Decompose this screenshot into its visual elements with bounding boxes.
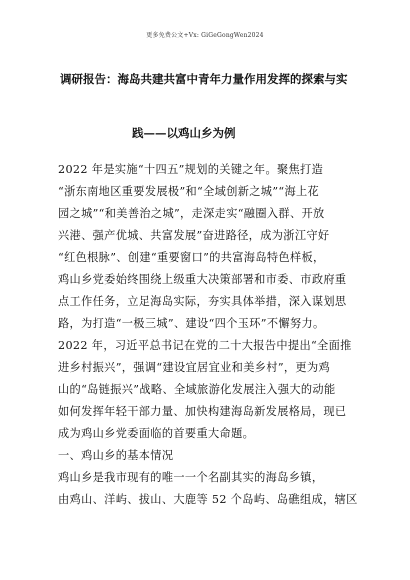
paragraph-line: “红色根脉”、创建“重要窗口”的共富海岛特色样板， [58, 251, 325, 264]
paragraph-line: 园之城”“和美善治之城”，走深走实“融圈入群、开放 [58, 207, 325, 220]
paragraph-line: 2022 年，习近平总书记在党的二十大报告中提出“全面推 [58, 339, 352, 352]
section-heading: 一、鸡山乡的基本情况 [58, 449, 174, 462]
paragraph-line: 2022 年是实施“十四五”规划的关键之年。聚焦打造 [58, 163, 324, 176]
paragraph-line: 兴港、强产优城、共富发展”奋进路径，成为浙江守好 [58, 229, 330, 242]
paragraph-line: 点工作任务，立足海岛实际，夯实具体举措，深入谋划思 [58, 295, 347, 308]
document-title-line-1: 调研报告：海岛共建共富中青年力量作用发挥的探索与实 [60, 72, 348, 86]
paragraph-line: 路，为打造“一极三城”、建设“四个玉环”不懈努力。 [58, 317, 325, 330]
paragraph-line: 进乡村振兴”，强调“建设宜居宜业和美乡村”，更为鸡 [58, 361, 331, 374]
paragraph-line: 由鸡山、洋屿、拔山、大鹿等 52 个岛屿、岛礁组成，辖区 [58, 493, 358, 506]
document-title-line-2: 践——以鸡山乡为例 [132, 126, 236, 140]
paragraph-line: 鸡山乡是我市现有的唯一一个名副其实的海岛乡镇， [58, 471, 324, 484]
paragraph-line: 如何发挥年轻干部力量、加快构建海岛新发展格局，现已 [58, 405, 347, 418]
paragraph-line: “浙东南地区重要发展极”和“全域创新之城”“海上花 [58, 185, 320, 198]
watermark-text: 更多免费公文+Vx: GiGeGongWen2024 [146, 32, 264, 39]
paragraph-line: 成为鸡山乡党委面临的首要重大命题。 [58, 427, 255, 440]
paragraph-line: 鸡山乡党委始终围绕上级重大决策部署和市委、市政府重 [58, 273, 347, 286]
paragraph-line: 山的“岛链振兴”战略、全域旅游化发展注入强大的动能 [58, 383, 336, 396]
